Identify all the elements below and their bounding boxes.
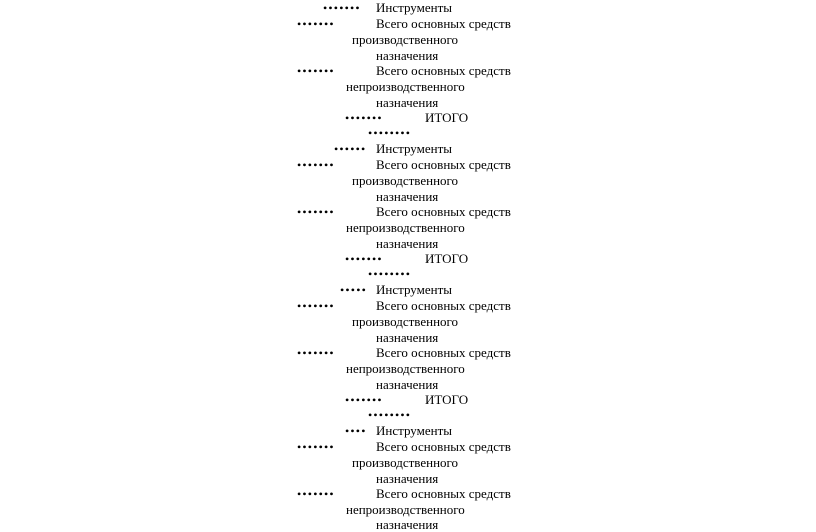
text-line-nonproductive: непроизводственного [346,502,465,517]
bullet-row: ••••••• [297,205,335,219]
text-line-productive: производственного [352,32,459,47]
text-line-productive: производственного [352,314,459,329]
text-line-purpose: назначения [376,48,439,63]
bullet-row: •••••••• [368,126,412,140]
text-line-instruments: Инструменты [376,0,452,15]
text-line-all-main: Всего основных средств [376,16,511,31]
text-line-nonproductive: непроизводственного [346,220,465,235]
text-line-purpose: назначения [376,471,439,486]
text-line-total: ИТОГО [425,251,469,266]
bullet-row: ••••••• [345,111,383,125]
bullet-row: •••••• [334,142,367,156]
bullet-row: •••••••• [368,267,412,281]
bullet-row: ••••••• [297,17,335,31]
text-line-instruments: Инструменты [376,141,452,156]
text-line-all-main: Всего основных средств [376,345,511,360]
text-line-productive: производственного [352,173,459,188]
bullet-row: ••••• [340,283,368,297]
text-line-instruments: Инструменты [376,423,452,438]
text-line-purpose: назначения [376,377,439,392]
text-line-nonproductive: непроизводственного [346,79,465,94]
text-line-purpose: назначения [376,236,439,251]
text-line-all-main: Всего основных средств [376,204,511,219]
bullet-row: ••••••• [297,440,335,454]
bullet-row: ••••••• [323,1,361,15]
text-line-all-main: Всего основных средств [376,157,511,172]
text-line-instruments: Инструменты [376,282,452,297]
bullet-row: ••••••• [297,158,335,172]
text-line-purpose: назначения [376,517,439,532]
text-line-purpose: назначения [376,189,439,204]
bullet-row: ••••••• [345,252,383,266]
text-line-all-main: Всего основных средств [376,486,511,501]
text-line-all-main: Всего основных средств [376,298,511,313]
bullet-row: ••••••• [297,487,335,501]
bullet-row: •••••••• [368,408,412,422]
text-line-productive: производственного [352,455,459,470]
text-line-nonproductive: непроизводственного [346,361,465,376]
text-line-total: ИТОГО [425,392,469,407]
bullet-row: ••••••• [297,64,335,78]
text-line-purpose: назначения [376,95,439,110]
bullet-row: ••••••• [297,299,335,313]
bullet-row: ••••••• [297,346,335,360]
text-line-all-main: Всего основных средств [376,63,511,78]
text-line-purpose: назначения [376,330,439,345]
bullet-row: ••••••• [345,393,383,407]
text-line-all-main: Всего основных средств [376,439,511,454]
bullet-row: •••• [345,424,367,438]
text-line-total: ИТОГО [425,110,469,125]
